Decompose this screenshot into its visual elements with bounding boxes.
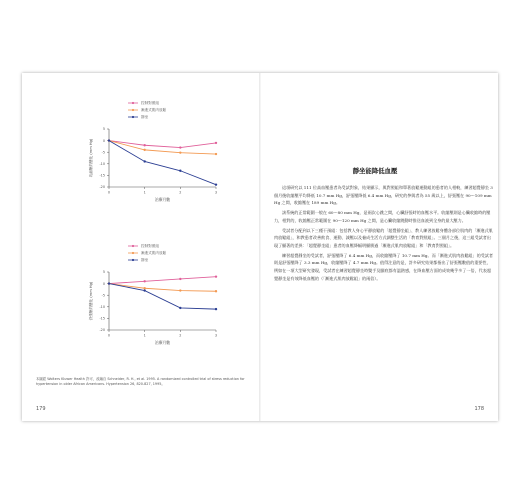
data-point <box>143 280 145 282</box>
data-point <box>143 144 145 146</box>
y-axis-label: 收縮壓的變化 (mm Hg) <box>89 138 93 178</box>
y-tick-label: 5 <box>102 270 105 275</box>
data-point <box>143 160 145 162</box>
body-text <box>274 184 494 284</box>
y-tick-label: -20 <box>99 185 105 190</box>
legend-label: 漸進式肌肉放鬆 <box>141 251 167 256</box>
x-tick-label: 0 <box>107 333 111 338</box>
page-number-left: 179 <box>36 406 46 412</box>
data-point <box>179 289 181 291</box>
legend-label: 控制對照組 <box>141 244 159 249</box>
x-tick-label: 2 <box>179 190 182 195</box>
legend-marker <box>132 259 134 261</box>
x-axis-label: 治療月數 <box>154 197 171 202</box>
legend-marker <box>132 102 134 104</box>
paragraph: 受試者分配到以下三種干預組：包括教人身心平靜放鬆的「超覺靜坐組」、教人練習放鬆身體各部位肌肉的「漸進式肌肉放鬆組」，和教患者改善飲食、運動、減壓以及養成生活方式調整生活的「教育對照組」。三個月之後，這三組受試者出現了顯著的差異：「超覺靜坐組」患者的血壓降幅明顯勝過「漸進式肌肉放鬆組」和「教育對照組」。 <box>274 227 493 248</box>
series-line <box>109 277 216 284</box>
data-point <box>179 146 181 148</box>
legend-label: 靜坐 <box>141 258 149 263</box>
y-axis-label: 舒張壓的變化 (mm Hg) <box>89 281 93 321</box>
y-tick-label: 0 <box>102 281 105 286</box>
series-line <box>109 141 216 148</box>
x-tick-label: 0 <box>107 190 111 195</box>
series-line <box>109 141 216 185</box>
chart-legend <box>128 100 167 119</box>
x-tick-label: 1 <box>143 333 146 338</box>
legend-marker <box>132 109 134 111</box>
y-tick-label: -5 <box>101 293 105 298</box>
data-point <box>179 151 181 153</box>
data-point <box>179 307 181 309</box>
legend-label: 控制對照組 <box>141 101 159 106</box>
diastolic-chart <box>34 238 239 348</box>
book-spread <box>22 73 498 421</box>
legend-marker <box>132 245 134 247</box>
y-tick-label: -20 <box>99 328 105 333</box>
legend-marker <box>132 252 134 254</box>
legend-marker <box>132 116 134 118</box>
x-axis-label: 治療月數 <box>154 340 171 345</box>
data-point <box>215 290 217 292</box>
x-tick-label: 3 <box>214 190 218 195</box>
systolic-chart <box>34 95 239 205</box>
y-tick-label: -15 <box>99 316 105 321</box>
y-tick-label: -5 <box>101 150 105 155</box>
y-tick-label: -10 <box>99 162 105 166</box>
series-line <box>109 284 216 310</box>
data-point <box>215 183 217 185</box>
series-line <box>109 284 216 292</box>
legend-label: 靜坐 <box>141 115 149 120</box>
paragraph: 這項研究以 111 位高血壓患者為受試對象，結果顯示，與對照組和單著放鬆運動組的患者的人相較，練習超覺靜坐 3 個月後收縮壓平均降低 10.7 mm Hg，舒張壓降低 6.4 mm Hg，研究的參與者為 55 歲以上，舒張壓在 90～109 mm Hg 之間，收縮壓在 189 mm Hg。 <box>274 185 493 206</box>
y-tick-label: -15 <box>99 173 105 178</box>
paragraph: 該系統的正常範圍一般在 60～80 mm Hg，是兩次心跳之間，心臟舒張時的血壓水平。收縮壓則是心臟收縮時的壓力，相對的，收縮壓正常範圍在 90～120 mm Hg 之間，是心臟收縮跳動時推送血液到全身的最大壓力。 <box>274 210 491 223</box>
book-gutter <box>259 73 261 421</box>
y-tick-label: -10 <box>99 305 105 309</box>
x-tick-label: 3 <box>214 333 218 338</box>
data-point <box>108 282 110 284</box>
data-point <box>215 308 217 310</box>
page-number-right: 178 <box>474 406 484 412</box>
section-title: 靜坐能降低血壓 <box>352 167 398 175</box>
figure-caption: 本圖經 Wolters Kluwer Health 許可，改編自 Schneider, R. H., et al. 1995. A randomized controlled trial of stress reduction for hypertension in older African Americans. Hypertension 26, 820-827, 1995。 <box>36 377 245 387</box>
y-tick-label: 0 <box>102 138 105 143</box>
x-tick-label: 2 <box>179 333 182 338</box>
legend-label: 漸進式肌肉放鬆 <box>141 108 167 113</box>
chart-legend <box>128 243 167 262</box>
data-point <box>179 170 181 172</box>
x-tick-label: 1 <box>143 190 146 195</box>
data-point <box>215 153 217 155</box>
paragraph: 練習超覺靜坐的受試者，舒張壓降了 6.4 mm Hg，而收縮壓降了 10.7 mm Hg。而「漸進式肌肉放鬆組」的受試者則是舒張壓降了 3.3 mm Hg，收縮壓降了 4.7 mm Hg。值得注意的是，許多研究結果都指出了舒張壓數值的重要性，例如在一項大型研究發現，受試者在練習超覺靜坐時雙手及腳底都有溫熱感，在降血壓方面的成效幾乎多了一倍，代表超覺靜坐是有效降低血壓的（「漸進式肌肉放鬆組」的兩倍）。 <box>274 252 493 281</box>
y-tick-label: 5 <box>102 127 105 132</box>
data-point <box>143 149 145 151</box>
data-point <box>215 142 217 144</box>
data-point <box>143 287 145 289</box>
data-point <box>215 275 217 277</box>
data-point <box>143 289 145 291</box>
data-point <box>108 139 110 141</box>
data-point <box>179 278 181 280</box>
